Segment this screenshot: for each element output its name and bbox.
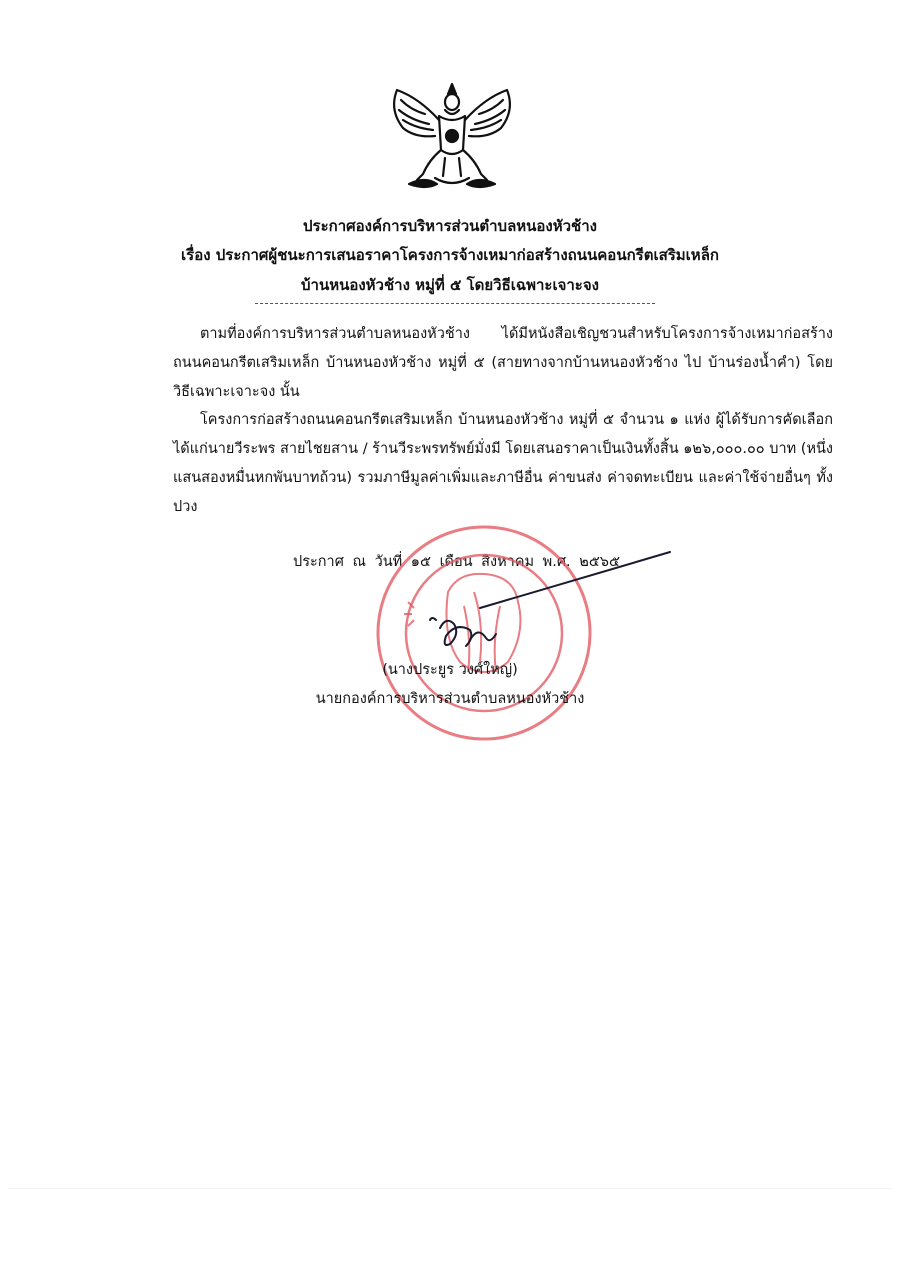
- announcement-subject-cont: บ้านหนองหัวช้าง หมู่ที่ ๕ โดยวิธีเฉพาะเจาะจง: [301, 276, 599, 294]
- signer-title: นายกองค์การบริหารส่วนตำบลหนองหัวช้าง: [315, 691, 585, 707]
- announcement-date: ประกาศ ณ วันที่ ๑๕ เดือน สิงหาคม พ.ศ. ๒๕๖๕: [293, 554, 620, 570]
- body-paragraph-1: ตามที่องค์การบริหารส่วนตำบลหนองหัวช้าง ได้มีหนังสือเชิญชวนสำหรับโครงการจ้างเหมาก่อสร้างถนนคอนกรีตเสริมเหล็ก บ้านหนองหัวช้าง หมู่ที่ ๕ (สายทางจากบ้านหนองหัวช้าง ไป บ้านร่องน้ำคำ) โดยวิธีเฉพาะเจาะจง นั้น: [173, 326, 833, 400]
- announcement-title: ประกาศองค์การบริหารส่วนตำบลหนองหัวช้าง: [303, 217, 597, 235]
- signer-name: (นางประยูร วงศ์ใหญ่): [382, 662, 518, 678]
- garuda-emblem-icon: [385, 80, 520, 200]
- page-bottom-edge: [8, 1188, 892, 1189]
- announcement-subject: เรื่อง ประกาศผู้ชนะการเสนอราคาโครงการจ้างเหมาก่อสร้างถนนคอนกรีตเสริมเหล็ก: [181, 246, 719, 264]
- body-paragraph-2: โครงการก่อสร้างถนนคอนกรีตเสริมเหล็ก บ้านหนองหัวช้าง หมู่ที่ ๕ จำนวน ๑ แห่ง ผู้ได้รับการคัดเลือก ได้แก่นายวีระพร สายไชยสาน / ร้านวีระพรทรัพย์มั่งมี โดยเสนอราคาเป็นเงินทั้งสิ้น ๑๒๖,๐๐๐.๐๐ บาท (หนึ่งแสนสองหมื่นหกพันบาทถ้วน) รวมภาษีมูลค่าเพิ่มและภาษีอื่น ค่าขนส่ง ค่าจดทะเบียน และค่าใช้จ่ายอื่นๆ ทั้งปวง: [173, 412, 833, 515]
- dashed-divider: [255, 303, 655, 304]
